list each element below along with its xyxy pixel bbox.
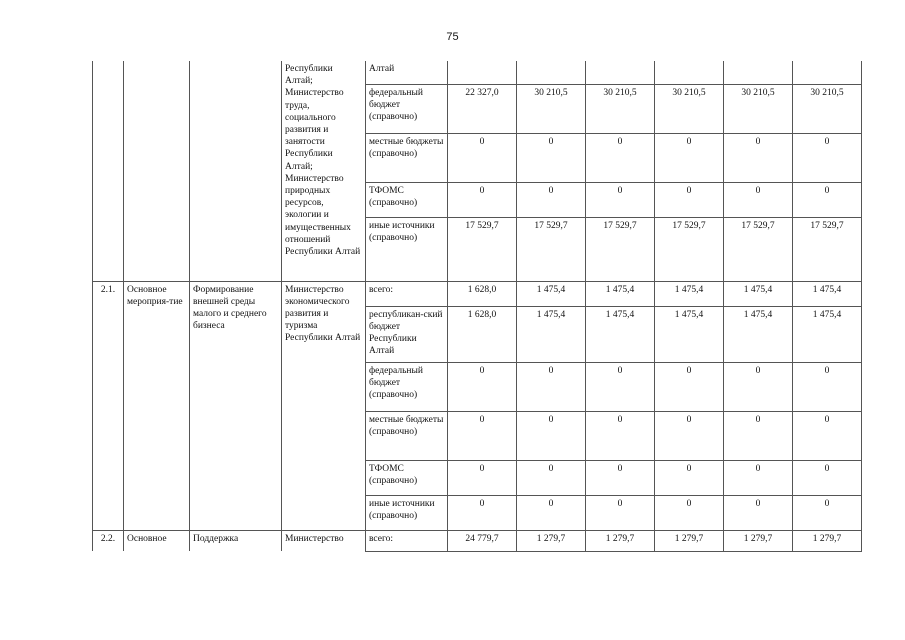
value-cell: 30 210,5 — [793, 84, 862, 133]
value-cell: 22 327,0 — [448, 84, 517, 133]
value-cell: 0 — [793, 182, 862, 217]
value-cell: 1 628,0 — [448, 281, 517, 306]
row-executor-cell: Министерство экономического развития и туризма Республики Алтай — [282, 281, 366, 530]
value-cell: 1 279,7 — [586, 530, 655, 551]
funding-source-cell: иные источники (справочно) — [366, 495, 448, 530]
value-cell — [448, 61, 517, 84]
value-cell: 0 — [586, 182, 655, 217]
funding-source-cell: всего: — [366, 530, 448, 551]
value-cell: 1 475,4 — [724, 306, 793, 362]
value-cell: 0 — [655, 460, 724, 495]
value-cell: 0 — [448, 495, 517, 530]
value-cell: 1 475,4 — [724, 281, 793, 306]
funding-source-cell: иные источники (справочно) — [366, 217, 448, 281]
row-type-cell: Основное — [124, 530, 190, 551]
value-cell: 0 — [448, 411, 517, 460]
value-cell: 0 — [586, 495, 655, 530]
value-cell: 0 — [655, 362, 724, 411]
value-cell: 0 — [448, 362, 517, 411]
value-cell: 0 — [517, 362, 586, 411]
row-executor-cell: Министерство — [282, 530, 366, 551]
value-cell: 1 475,4 — [517, 281, 586, 306]
value-cell: 0 — [586, 411, 655, 460]
value-cell: 1 475,4 — [793, 281, 862, 306]
value-cell: 30 210,5 — [586, 84, 655, 133]
value-cell: 17 529,7 — [448, 217, 517, 281]
value-cell: 0 — [448, 182, 517, 217]
value-cell: 0 — [586, 460, 655, 495]
row-type-cell — [124, 61, 190, 281]
table-row — [93, 530, 862, 551]
table-row — [93, 281, 862, 306]
value-cell: 0 — [724, 411, 793, 460]
value-cell: 0 — [586, 362, 655, 411]
row-number-cell — [93, 61, 124, 281]
value-cell: 0 — [586, 133, 655, 182]
value-cell: 17 529,7 — [724, 217, 793, 281]
funding-source-cell: ТФОМС (справочно) — [366, 460, 448, 495]
value-cell: 0 — [655, 133, 724, 182]
funding-source-cell: местные бюджеты (справочно) — [366, 133, 448, 182]
value-cell: 0 — [724, 133, 793, 182]
funding-source-cell: Алтай — [366, 61, 448, 84]
value-cell: 0 — [517, 460, 586, 495]
value-cell: 0 — [517, 411, 586, 460]
value-cell — [793, 61, 862, 84]
value-cell: 0 — [793, 460, 862, 495]
row-number-cell: 2.1. — [93, 281, 124, 530]
value-cell: 1 475,4 — [586, 281, 655, 306]
value-cell: 30 210,5 — [655, 84, 724, 133]
value-cell: 0 — [448, 133, 517, 182]
value-cell: 17 529,7 — [655, 217, 724, 281]
value-cell: 1 279,7 — [724, 530, 793, 551]
row-number-cell: 2.2. — [93, 530, 124, 551]
value-cell: 30 210,5 — [724, 84, 793, 133]
value-cell — [517, 61, 586, 84]
value-cell: 1 475,4 — [655, 306, 724, 362]
value-cell — [586, 61, 655, 84]
value-cell: 0 — [655, 495, 724, 530]
value-cell: 0 — [517, 133, 586, 182]
value-cell: 1 279,7 — [655, 530, 724, 551]
value-cell — [724, 61, 793, 84]
value-cell: 1 279,7 — [793, 530, 862, 551]
row-title-cell — [190, 61, 282, 281]
budget-table — [92, 61, 862, 552]
value-cell: 24 779,7 — [448, 530, 517, 551]
funding-source-cell: местные бюджеты (справочно) — [366, 411, 448, 460]
value-cell: 30 210,5 — [517, 84, 586, 133]
funding-source-cell: федеральный бюджет (справочно) — [366, 362, 448, 411]
funding-source-cell: республикан-ский бюджет Республики Алтай — [366, 306, 448, 362]
row-executor-cell: Республики Алтай; Министерство труда, социального развития и занятости Республики Алтай; Министерство природных ресурсов, экологии и имущественных отношений Республики Алтай — [282, 61, 366, 281]
value-cell: 17 529,7 — [793, 217, 862, 281]
value-cell: 0 — [793, 362, 862, 411]
funding-source-cell: федеральный бюджет (справочно) — [366, 84, 448, 133]
value-cell: 17 529,7 — [586, 217, 655, 281]
value-cell: 1 475,4 — [586, 306, 655, 362]
value-cell: 1 475,4 — [655, 281, 724, 306]
funding-source-cell: всего: — [366, 281, 448, 306]
row-type-cell: Основное мероприя-тие — [124, 281, 190, 530]
value-cell: 0 — [724, 362, 793, 411]
value-cell: 1 475,4 — [793, 306, 862, 362]
funding-source-cell: ТФОМС (справочно) — [366, 182, 448, 217]
value-cell — [655, 61, 724, 84]
value-cell: 0 — [655, 411, 724, 460]
value-cell: 0 — [517, 182, 586, 217]
row-title-cell: Поддержка — [190, 530, 282, 551]
value-cell: 0 — [724, 182, 793, 217]
value-cell: 1 279,7 — [517, 530, 586, 551]
row-title-cell: Формирование внешней среды малого и среднего бизнеса — [190, 281, 282, 530]
value-cell: 0 — [517, 495, 586, 530]
value-cell: 0 — [448, 460, 517, 495]
value-cell: 0 — [793, 133, 862, 182]
table-row — [93, 61, 862, 84]
value-cell: 0 — [655, 182, 724, 217]
value-cell: 1 475,4 — [517, 306, 586, 362]
value-cell: 17 529,7 — [517, 217, 586, 281]
value-cell: 0 — [793, 495, 862, 530]
value-cell: 0 — [724, 495, 793, 530]
value-cell: 0 — [793, 411, 862, 460]
value-cell: 1 628,0 — [448, 306, 517, 362]
value-cell: 0 — [724, 460, 793, 495]
page-number: 75 — [446, 31, 459, 43]
